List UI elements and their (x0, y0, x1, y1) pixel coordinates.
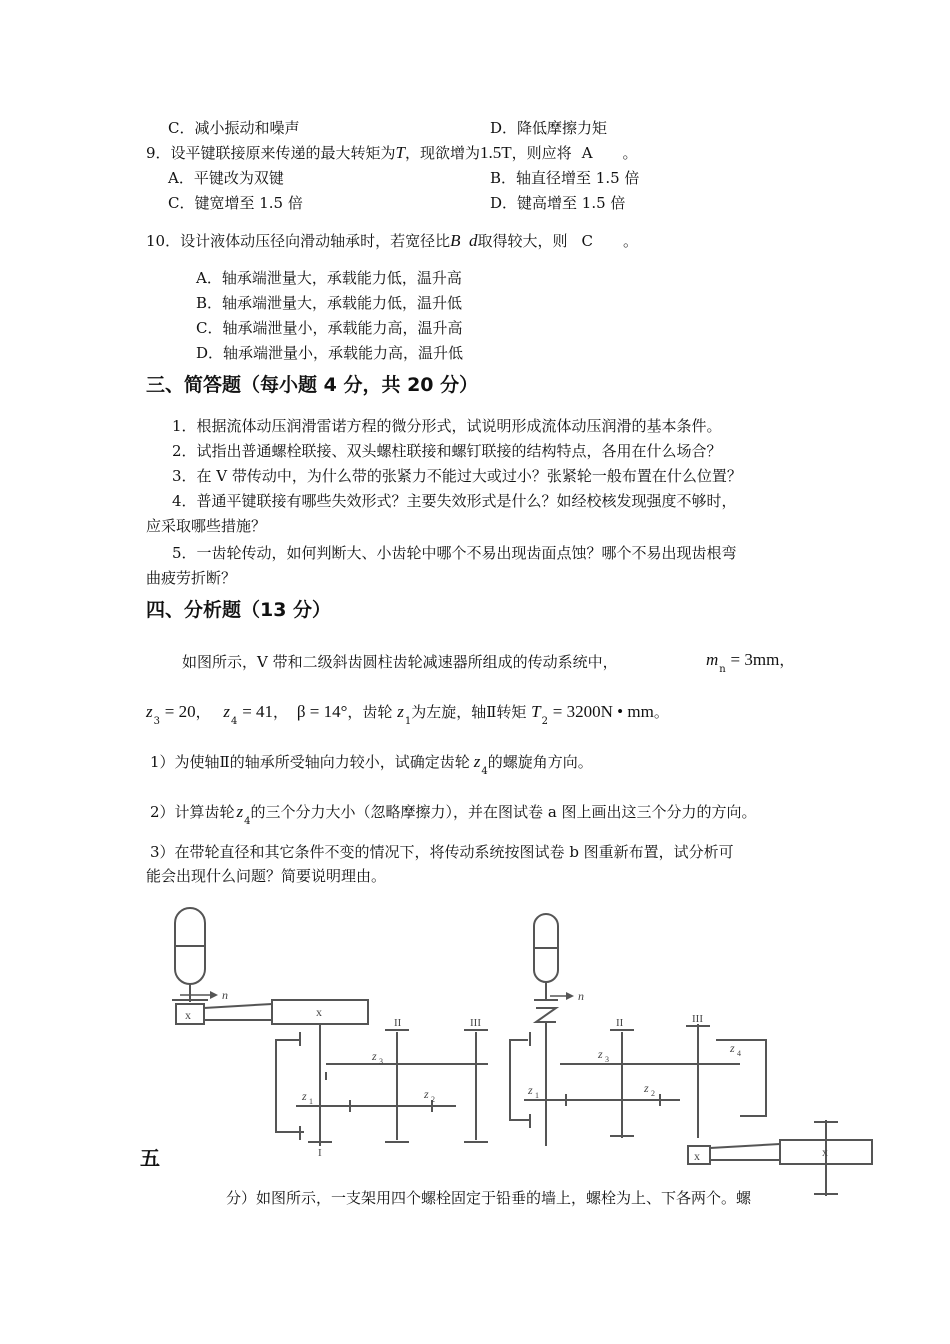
q9-suffix: ，则应将 (511, 144, 572, 162)
gear-text: ，齿轮 (347, 703, 393, 721)
fig-a-shaft-3: III (470, 1017, 481, 1029)
fig-b-z4: z (730, 1041, 735, 1055)
fig-a-shaft-2: II (394, 1017, 402, 1029)
fig-b-shaft-2: II (616, 1017, 624, 1029)
q9-end: 。 (622, 144, 638, 162)
s4-param-end: 。 (653, 703, 669, 721)
svg-text:x: x (694, 1149, 700, 1163)
fig-a-shaft-1: I (318, 1147, 322, 1159)
fig-a-z2: z (424, 1087, 429, 1101)
s3-question-2: 2．试指出普通螺栓联接、双头螺柱联接和螺钉联接的结构特点，各用在什么场合？ (172, 442, 722, 460)
fig-a-z2-sub: 2 (431, 1095, 435, 1104)
q10-option-b: B．轴承端泄量大，承载能力低，温升低 (196, 294, 463, 312)
q8-option-d: D．降低摩擦力矩 (490, 119, 608, 137)
beta-value: β = 14° (296, 702, 348, 721)
z4-value: = 41 (242, 702, 274, 721)
fig-b-z1-sub: 1 (535, 1091, 539, 1100)
fig-b-z1: z (528, 1083, 533, 1097)
q9-mid: ，现欲增为 (405, 144, 481, 162)
q10-prefix: 10．设计液体动压径向滑动轴承时，若宽径比 (146, 232, 451, 250)
fig-a-z3: z (372, 1049, 377, 1063)
q9-option-c: C．键宽增至 1.5 倍 (168, 194, 303, 212)
z3-sub: 3 (153, 716, 160, 727)
z3-value: = 20 (164, 702, 196, 721)
p2-z4-sub: 4 (244, 816, 251, 827)
z4-sub: 4 (231, 716, 238, 727)
s3-question-4-line1: 4．普通平键联接有哪些失效形式？主要失效形式是什么？如经校核发现强度不够时， (172, 492, 737, 510)
q9-prefix: 9．设平键联接原来传递的最大转矩为 (146, 144, 396, 162)
q10-ratio: B d (450, 231, 478, 250)
q10-option-d: D．轴承端泄量小，承载能力高，温升低 (196, 344, 464, 362)
fig-a-z3-sub: 3 (379, 1057, 383, 1066)
s4-params: $z_3 = 20$， $z_4 = 41$， β = 14°，齿轮 $z_1$为左旋，轴Ⅱ转矩 $T_2 = 3200N$ • mm。 (146, 702, 669, 727)
mn-sub: n (719, 664, 726, 675)
fig-b-z3-sub: 3 (605, 1055, 609, 1064)
q9-option-d: D．键高增至 1.5 倍 (490, 194, 626, 212)
s3-question-4-line2: 应采取哪些措施？ (146, 517, 267, 535)
t2-sub: 2 (541, 716, 549, 727)
q8-option-c: C．减小振动和噪声 (168, 119, 300, 137)
z1-var: z (397, 702, 404, 721)
mn-var: m (706, 650, 719, 669)
s3-question-5-line2: 曲疲劳折断？ (146, 569, 237, 587)
t2-var: T (531, 702, 541, 721)
svg-text:x: x (316, 1005, 322, 1019)
fig-a-z1: z (302, 1089, 307, 1103)
p1-z4-sub: 4 (481, 766, 488, 777)
fig-a-z1-sub: 1 (309, 1097, 313, 1106)
s4-part-3-line2: 能会出现什么问题？简要说明理由。 (146, 867, 387, 885)
fig-b-n-label: n (578, 989, 584, 1003)
q10-end: 。 (622, 232, 638, 250)
q9-var-t: T (395, 143, 406, 162)
section-5-line1: 分）如图所示，一支架用四个螺栓固定于铅垂的墙上，螺栓为上、下各两个。螺 (226, 1189, 752, 1207)
q10-option-a: A．轴承端泄量大，承载能力低，温升高 (196, 269, 462, 287)
s3-question-5-line1: 5．一齿轮传动，如何判断大、小齿轮中哪个不易出现齿面点蚀？哪个不易出现齿根弯 (172, 544, 737, 562)
t2-value: = 3200N • mm (552, 702, 654, 721)
q9-value: 1.5T (480, 143, 512, 162)
s3-question-1: 1．根据流体动压润滑雷诺方程的微分形式，试说明形成流体动压润滑的基本条件。 (172, 417, 722, 435)
fig-b-z3: z (598, 1047, 603, 1061)
s3-question-3: 3．在 V 带传动中，为什么带的张紧力不能过大或过小？张紧轮一般布置在什么位置？ (172, 467, 742, 485)
q9-option-a: A．平键改为双键 (168, 169, 284, 187)
z4-var: z (223, 702, 231, 721)
q9-answer: A (581, 144, 593, 162)
z1-sub: 1 (404, 716, 412, 727)
p1-post: 的螺旋角方向。 (487, 753, 593, 771)
fig-b-z2: z (644, 1081, 649, 1095)
p2-pre: 2）计算齿轮 (150, 803, 235, 821)
mn-value: = 3mm (730, 650, 780, 669)
p2-post: 的三个分力大小（忽略摩擦力），并在图试卷 a 图上画出这三个分力的方向。 (250, 803, 757, 821)
fig-b-z4-sub: 4 (737, 1049, 741, 1058)
fig-b-shaft-3: III (692, 1013, 703, 1025)
rotation-text: 为左旋，轴Ⅱ转矩 (411, 703, 527, 721)
q9-option-b: B．轴直径增至 1.5 倍 (490, 169, 640, 187)
s4-part-3-line1: 3）在带轮直径和其它条件不变的情况下，将传动系统按图试卷 b 图重新布置，试分析可 (150, 843, 734, 861)
section-5-partial-heading: 五 (140, 1146, 160, 1170)
svg-text:x: x (822, 1145, 828, 1159)
fig-a-n-label: n (222, 988, 228, 1002)
p1-pre: 1）为使轴Ⅱ的轴承所受轴向力较小，试确定齿轮 (150, 753, 470, 771)
section-4-title: 四、分析题（13 分） (146, 599, 332, 621)
fig-b-z2-sub: 2 (651, 1089, 655, 1098)
s4-intro: 如图所示，V 带和二级斜齿圆柱齿轮减速器所组成的传动系统中， (182, 653, 618, 671)
p2-z4-var: z (236, 802, 244, 821)
p1-z4-var: z (473, 752, 481, 771)
q10-answer: C (581, 232, 593, 250)
q10-option-c: C．轴承端泄量小，承载能力高，温升高 (196, 319, 463, 337)
svg-text:x: x (185, 1008, 191, 1022)
s4-mn: $m_n = 3mm$， (706, 650, 795, 675)
q10-suffix: 取得较大，则 (477, 232, 568, 250)
z3-var: z (146, 702, 153, 721)
section-3-title: 三、简答题（每小题 4 分，共 20 分） (146, 374, 479, 396)
